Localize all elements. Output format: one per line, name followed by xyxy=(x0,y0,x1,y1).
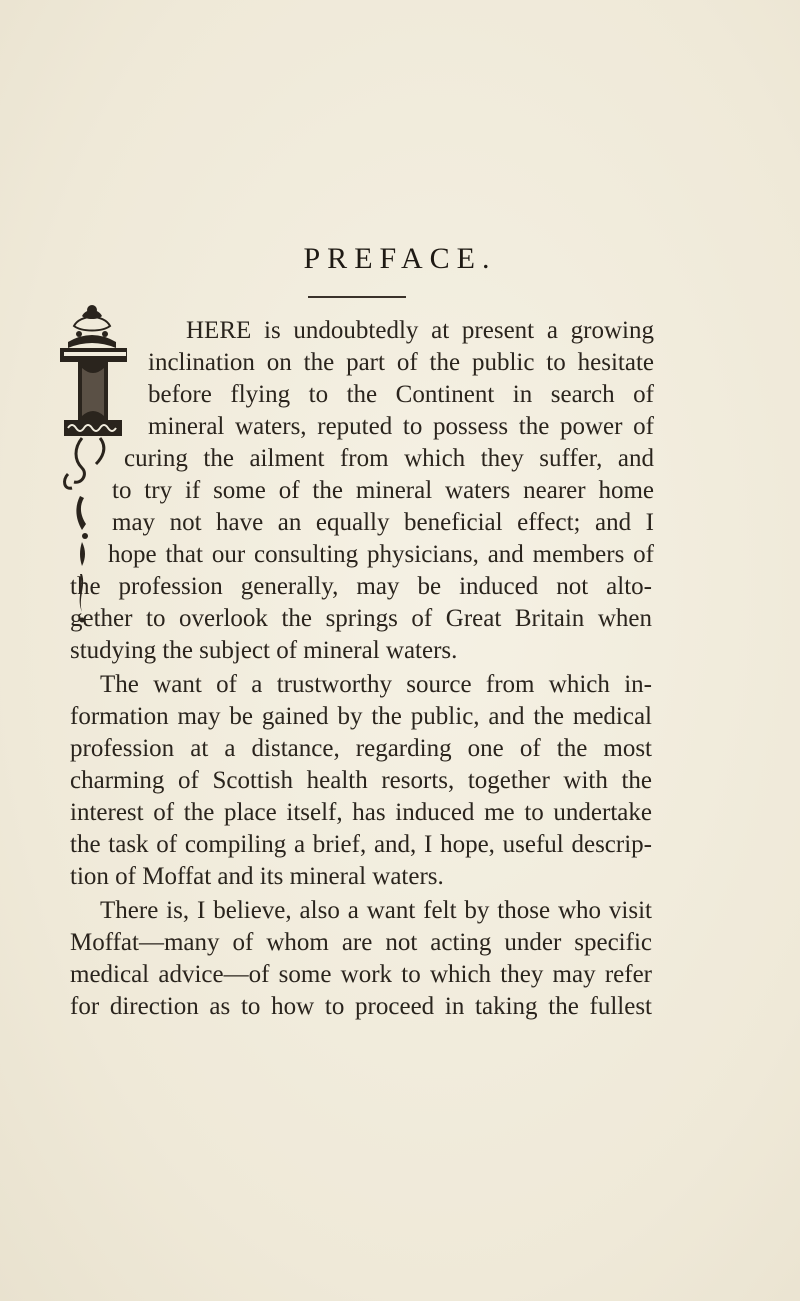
text-line-9: the profession generally, may be induced not alto- xyxy=(70,573,652,600)
text-line-21: medical advice—of some work to which they may refer xyxy=(70,961,652,988)
title-rule xyxy=(308,296,406,298)
page-title: PREFACE. xyxy=(303,242,497,275)
text-line-4: mineral waters, reputed to possess the power of xyxy=(148,413,654,440)
text-line-2: inclination on the part of the public to hesitate xyxy=(148,349,654,376)
text-line-3: before flying to the Continent in search of xyxy=(148,381,654,408)
text-line-5: curing the ailment from which they suffer, and xyxy=(124,445,654,472)
text-line-13: formation may be gained by the public, and the medical xyxy=(70,703,652,730)
text-line-14: profession at a distance, regarding one of the most xyxy=(70,735,652,762)
text-line-7: may not have an equally beneficial effect; and I xyxy=(112,509,654,536)
text-line-20: Moffat—many of whom are not acting under specific xyxy=(70,929,652,956)
text-line-6: to try if some of the mineral waters nearer home xyxy=(112,477,654,504)
text-line-15: charming of Scottish health resorts, together with the xyxy=(70,767,652,794)
text-line-11: studying the subject of mineral waters. xyxy=(70,637,458,664)
text-line-17: the task of compiling a brief, and, I hope, useful descrip- xyxy=(70,831,652,858)
text-line-8: hope that our consulting physicians, and members of xyxy=(108,541,654,568)
text-line-22: for direction as to how to proceed in taking the fullest xyxy=(70,993,652,1020)
text-line-19: There is, I believe, also a want felt by those who visit xyxy=(100,897,652,924)
text-line-18: tion of Moffat and its mineral waters. xyxy=(70,863,444,890)
text-line-1: HERE is undoubtedly at present a growing xyxy=(186,317,654,344)
text-line-16: interest of the place itself, has induced me to undertake xyxy=(70,799,652,826)
text-line-12: The want of a trustworthy source from which in- xyxy=(100,671,652,698)
text-line-10: gether to overlook the springs of Great Britain when xyxy=(70,605,652,632)
